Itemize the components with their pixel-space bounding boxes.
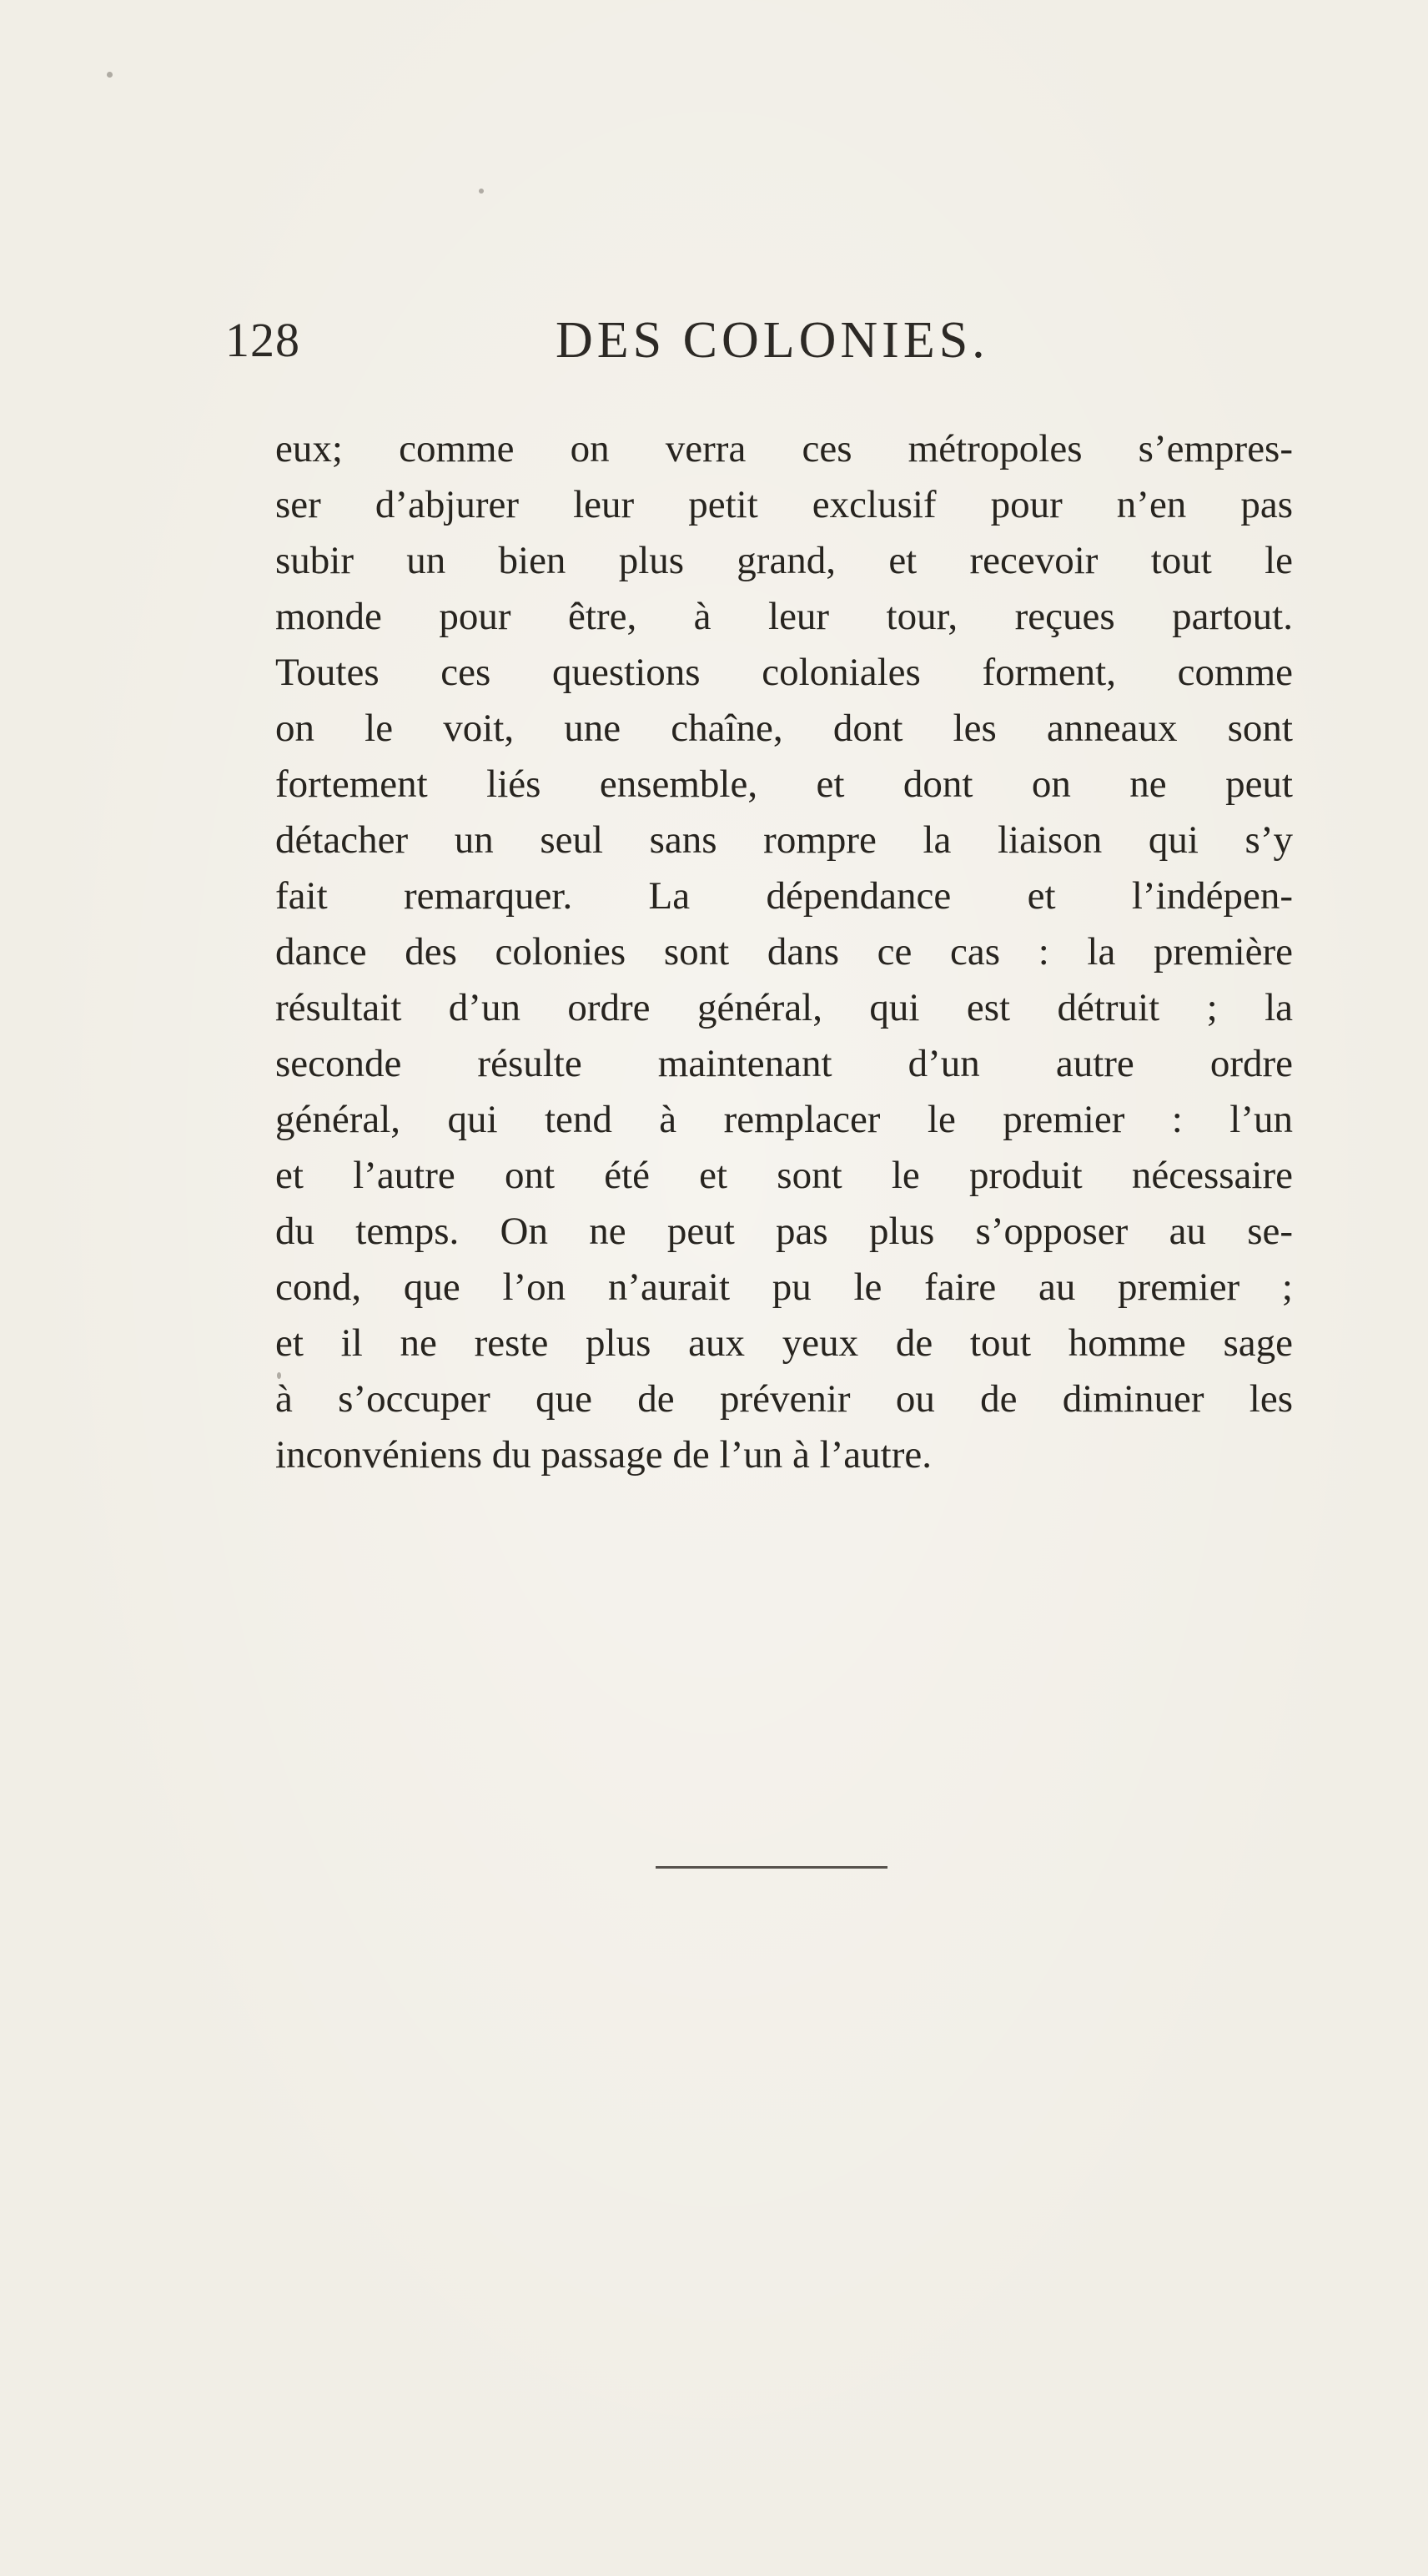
paper-speck bbox=[107, 72, 113, 78]
text-line: eux; comme on verra ces métropoles s’empres- bbox=[275, 427, 1293, 470]
paper-speck bbox=[479, 189, 484, 194]
body-text bbox=[275, 421, 1293, 1483]
text-line: résultait d’un ordre général, qui est détruit ; la bbox=[275, 986, 1293, 1029]
text-line: inconvéniens du passage de l’un à l’autre. bbox=[275, 1433, 932, 1477]
text-line: du temps. On ne peut pas plus s’opposer au se- bbox=[275, 1210, 1293, 1253]
text-line: Toutes ces questions coloniales forment, comme bbox=[275, 651, 1293, 694]
text-line: et l’autre ont été et sont le produit nécessaire bbox=[275, 1154, 1293, 1197]
text-line: fortement liés ensemble, et dont on ne peut bbox=[275, 762, 1293, 806]
text-line: à s’occuper que de prévenir ou de diminuer les bbox=[275, 1377, 1293, 1421]
text-line: cond, que l’on n’aurait pu le faire au premier ; bbox=[275, 1265, 1293, 1309]
text-line: détacher un seul sans rompre la liaison qui s’y bbox=[275, 818, 1293, 862]
text-line: monde pour être, à leur tour, reçues partout. bbox=[275, 595, 1293, 638]
text-line: ser d’abjurer leur petit exclusif pour n’en pas bbox=[275, 483, 1293, 526]
text-line: général, qui tend à remplacer le premier : l’un bbox=[275, 1098, 1293, 1141]
section-divider bbox=[656, 1866, 887, 1869]
text-line: seconde résulte maintenant d’un autre ordre bbox=[275, 1042, 1293, 1085]
running-title: DES COLONIES. bbox=[556, 312, 989, 369]
running-head bbox=[225, 307, 1026, 374]
text-line: on le voit, une chaîne, dont les anneaux sont bbox=[275, 707, 1293, 750]
page-number: 128 bbox=[225, 313, 300, 367]
text-line: dance des colonies sont dans ce cas : la première bbox=[275, 930, 1293, 974]
text-line: fait remarquer. La dépendance et l’indépen- bbox=[275, 874, 1293, 918]
text-line: et il ne reste plus aux yeux de tout homme sage bbox=[275, 1321, 1293, 1365]
text-line: subir un bien plus grand, et recevoir tout le bbox=[275, 539, 1293, 582]
